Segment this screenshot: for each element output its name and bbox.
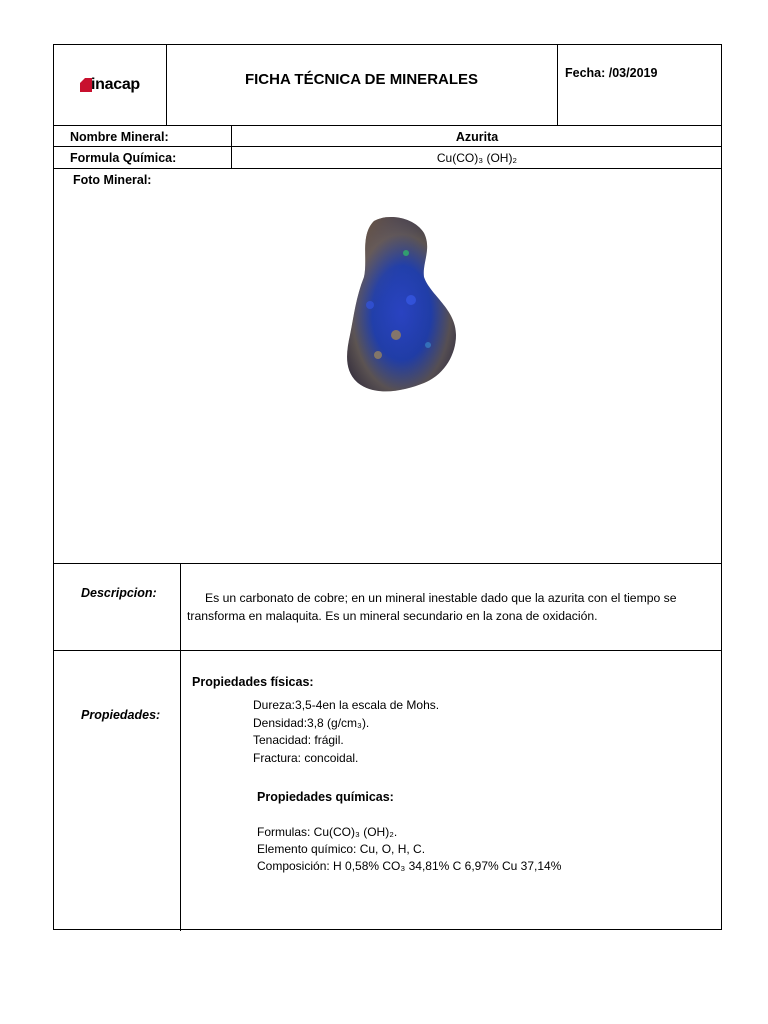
properties-label: Propiedades:: [81, 708, 161, 722]
formula-value: Cu(CO)₃ (OH)₂: [436, 151, 518, 165]
list-item: Densidad:3,8 (g/cm₃).: [253, 715, 370, 730]
physical-properties-title: Propiedades físicas:: [192, 675, 314, 689]
list-item: Fractura: concoidal.: [253, 750, 359, 765]
page-title: FICHA TÉCNICA DE MINERALES: [244, 71, 479, 88]
row-divider: [54, 146, 721, 147]
column-divider: [180, 563, 181, 931]
chemical-properties-list: [257, 824, 561, 875]
list-item: Formulas: Cu(CO)₃ (OH)₂.: [257, 825, 398, 839]
description-label: Descripcion:: [81, 586, 157, 600]
list-item: Dureza:3,5-4en la escala de Mohs.: [253, 698, 440, 712]
row-divider: [54, 650, 721, 651]
date-field: Fecha: /03/2019: [565, 66, 658, 80]
physical-properties-list: [253, 697, 439, 767]
logo-text: inacap: [91, 76, 140, 93]
photo-label: Foto Mineral:: [73, 173, 152, 187]
description-text: Es un carbonato de cobre; en un mineral inestable dado que la azurita con el tiempo se transforma en malaquita. Es un mineral secundario en la zona de oxidación.: [187, 591, 677, 623]
list-item: Tenacidad: frágil.: [253, 733, 344, 747]
row-divider: [54, 563, 721, 564]
header-divider-right: [557, 45, 558, 125]
mineral-photo: [296, 205, 486, 405]
mineral-data-sheet: [53, 44, 722, 930]
mineral-name-label: Nombre Mineral:: [70, 130, 169, 144]
row-divider: [54, 125, 721, 126]
row-divider: [54, 168, 721, 169]
formula-label: Formula Química:: [70, 151, 177, 165]
inacap-logo: [80, 75, 160, 97]
list-item: Elemento químico: Cu, O, H, C.: [257, 842, 426, 856]
mineral-name-value: Azurita: [455, 130, 499, 144]
chemical-properties-title: Propiedades químicas:: [257, 790, 394, 804]
list-item: Composición: H 0,58% CO₃ 34,81% C 6,97% Cu 37,14%: [257, 859, 562, 873]
